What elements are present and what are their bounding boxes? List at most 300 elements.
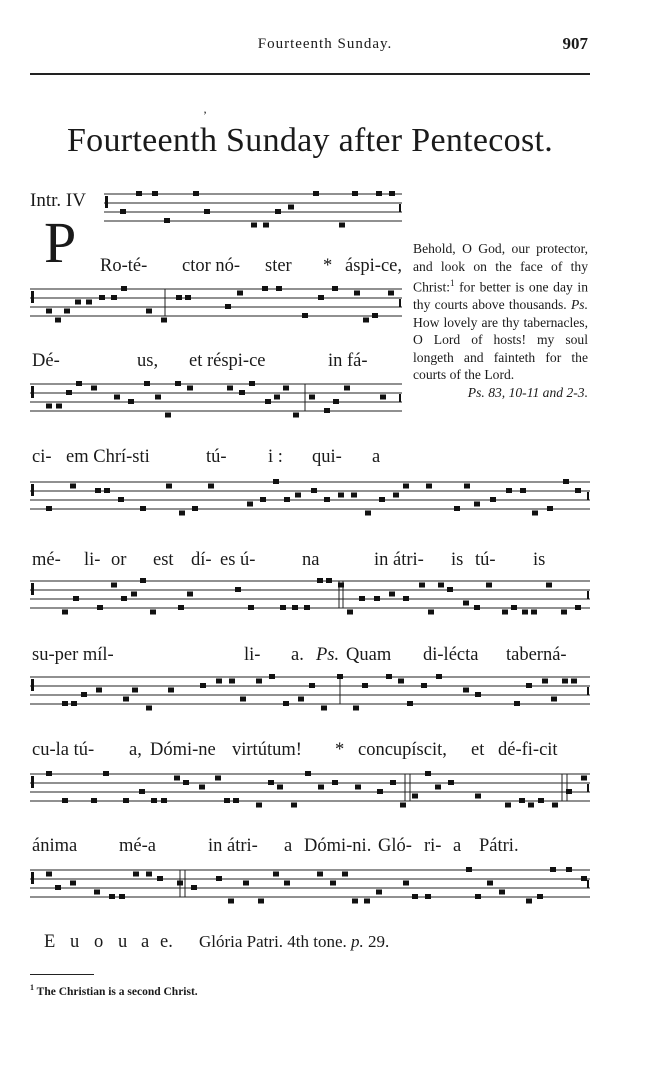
neume	[208, 484, 214, 489]
neume	[283, 701, 289, 706]
neume	[73, 596, 79, 601]
psalm-abbrev: Ps.	[571, 297, 588, 313]
neume	[353, 706, 359, 711]
neume	[522, 610, 528, 615]
neume	[407, 701, 413, 706]
neume	[338, 583, 344, 588]
neume	[70, 881, 76, 886]
neume	[291, 803, 297, 808]
syllable: mé-	[32, 550, 61, 570]
neume	[237, 291, 243, 296]
neume	[46, 506, 52, 511]
neume	[121, 596, 127, 601]
neume	[474, 502, 480, 507]
syllable: a	[141, 932, 150, 952]
neume	[542, 679, 548, 684]
neume	[123, 697, 129, 702]
neume	[295, 493, 301, 498]
translation-text: Behold, O God, our protector, and look on the face of thy Christ:	[413, 241, 588, 295]
gloria-page-number: 29.	[368, 932, 390, 951]
syllable: mé-a	[119, 836, 156, 856]
translation-text-2: for better is one day in thy courts above thousands.	[413, 279, 588, 313]
neume	[490, 497, 496, 502]
neume	[55, 318, 61, 323]
neume	[505, 803, 511, 808]
neume	[175, 381, 181, 386]
footnote-number: 1	[30, 983, 34, 992]
neume	[506, 488, 512, 493]
neume	[324, 408, 330, 413]
custos	[587, 880, 589, 888]
neume	[386, 674, 392, 679]
neume	[376, 191, 382, 196]
syllable: est	[153, 550, 174, 570]
neume	[324, 497, 330, 502]
neume	[120, 209, 126, 214]
neume	[91, 386, 97, 391]
custos	[399, 204, 401, 212]
syllable: a.	[291, 645, 304, 665]
syllable: is	[451, 550, 464, 570]
neume	[260, 497, 266, 502]
neume	[362, 683, 368, 688]
neume	[46, 872, 52, 877]
syllable: a	[453, 836, 462, 856]
neume	[155, 395, 161, 400]
neume	[128, 399, 134, 404]
neume	[229, 679, 235, 684]
neume	[111, 295, 117, 300]
footnote-rule	[30, 974, 94, 975]
neume	[70, 484, 76, 489]
neume	[235, 587, 241, 592]
neume	[372, 313, 378, 318]
syllable: Ro-té-	[100, 256, 148, 276]
neume	[311, 488, 317, 493]
footnote-text: The Christian is a second Christ.	[34, 985, 198, 998]
neume	[475, 794, 481, 799]
neume	[514, 701, 520, 706]
neume	[531, 610, 537, 615]
syllable: qui-	[312, 447, 342, 467]
neume	[140, 506, 146, 511]
syllable: in átri-	[374, 550, 424, 570]
neume	[273, 872, 279, 877]
syllable: taberná-	[506, 645, 567, 665]
custos	[587, 687, 589, 695]
neume	[347, 610, 353, 615]
neume	[363, 318, 369, 323]
neume	[86, 300, 92, 305]
translation	[413, 240, 588, 401]
neume	[428, 610, 434, 615]
syllable: a,	[129, 740, 142, 760]
syllable: di-lécta	[423, 645, 479, 665]
neume	[351, 493, 357, 498]
neume	[365, 511, 371, 516]
neume	[575, 488, 581, 493]
neume	[146, 309, 152, 314]
neume	[185, 295, 191, 300]
custos	[399, 299, 401, 307]
neume	[435, 785, 441, 790]
syllable: a	[284, 836, 293, 856]
neume	[292, 605, 298, 610]
neume	[552, 803, 558, 808]
syllable: es ú-	[220, 550, 256, 570]
neume	[146, 706, 152, 711]
neume	[243, 881, 249, 886]
neume	[519, 798, 525, 803]
neume	[46, 771, 52, 776]
neume	[55, 885, 61, 890]
neume	[438, 583, 444, 588]
gloria-page-abbrev: p.	[351, 932, 364, 951]
neume	[499, 890, 505, 895]
syllable: Pátri.	[479, 836, 519, 856]
clef	[31, 872, 34, 884]
gloria-text: Glória Patri. 4th tone.	[199, 932, 347, 951]
neume	[161, 318, 167, 323]
neume	[421, 683, 427, 688]
neume	[118, 497, 124, 502]
neume	[233, 798, 239, 803]
neume	[123, 798, 129, 803]
neume	[380, 395, 386, 400]
neume	[114, 395, 120, 400]
neume	[191, 885, 197, 890]
neume	[140, 578, 146, 583]
syllable: Quam	[346, 645, 392, 665]
syllable: li-	[244, 645, 261, 665]
neume	[225, 304, 231, 309]
clef	[105, 196, 108, 208]
syllable: a	[372, 447, 381, 467]
neume	[249, 381, 255, 386]
neume	[486, 583, 492, 588]
neume	[157, 876, 163, 881]
neume	[332, 286, 338, 291]
neume	[193, 191, 199, 196]
neume	[187, 592, 193, 597]
syllable: dé-fi-cit	[498, 740, 558, 760]
neume	[318, 295, 324, 300]
neume	[139, 789, 145, 794]
neume	[575, 605, 581, 610]
neume	[268, 780, 274, 785]
neume	[216, 679, 222, 684]
neume	[317, 578, 323, 583]
neume	[66, 390, 72, 395]
neume	[228, 899, 234, 904]
neume	[258, 899, 264, 904]
neume	[376, 890, 382, 895]
neume	[425, 894, 431, 899]
neume	[561, 610, 567, 615]
neume	[475, 692, 481, 697]
neume	[179, 511, 185, 516]
neume	[298, 697, 304, 702]
neume	[164, 218, 170, 223]
neume	[240, 697, 246, 702]
neume	[46, 404, 52, 409]
neume	[318, 785, 324, 790]
neume	[200, 683, 206, 688]
neume	[551, 697, 557, 702]
syllable: tú-	[475, 550, 496, 570]
neume	[136, 191, 142, 196]
neume	[256, 803, 262, 808]
neume	[390, 780, 396, 785]
neume	[224, 798, 230, 803]
footnote	[30, 983, 198, 998]
syllable: dí-	[191, 550, 212, 570]
neume	[333, 399, 339, 404]
neume	[581, 876, 587, 881]
neume	[284, 497, 290, 502]
neume	[256, 679, 262, 684]
custos	[399, 394, 401, 402]
neume	[97, 605, 103, 610]
syllable: Dé-	[32, 351, 60, 371]
neume	[352, 191, 358, 196]
drop-cap: P	[44, 210, 77, 275]
clef	[31, 583, 34, 595]
neume	[374, 596, 380, 601]
neume	[166, 484, 172, 489]
syllable: Dómi-ne	[150, 740, 216, 760]
syllable: in átri-	[208, 836, 258, 856]
neume	[284, 881, 290, 886]
neume	[502, 610, 508, 615]
neume	[342, 872, 348, 877]
neume	[263, 223, 269, 228]
neume	[379, 497, 385, 502]
neume	[464, 484, 470, 489]
syllable: u	[118, 932, 128, 952]
neume	[91, 798, 97, 803]
syllable: li-	[84, 550, 101, 570]
translation-text-3: How lovely are thy tabernacles, O Lord of hosts! my soul longeth and fainteth for the courts of the Lord.	[413, 314, 588, 383]
neume	[199, 785, 205, 790]
neume	[352, 899, 358, 904]
neume	[309, 683, 315, 688]
neume	[547, 506, 553, 511]
syllable: ri-	[424, 836, 442, 856]
neume	[64, 309, 70, 314]
neume	[338, 493, 344, 498]
syllable: Gló-	[378, 836, 412, 856]
page-number: 907	[562, 34, 588, 53]
neume	[537, 894, 543, 899]
neume	[403, 484, 409, 489]
custos	[587, 492, 589, 500]
neume	[511, 605, 517, 610]
neume	[474, 605, 480, 610]
syllable: Dómi-ni.	[304, 836, 372, 856]
neume	[109, 894, 115, 899]
neume	[309, 395, 315, 400]
neume	[104, 488, 110, 493]
neume	[251, 223, 257, 228]
syllable: E	[44, 932, 56, 952]
neume	[168, 688, 174, 693]
syllable: em Chrí-sti	[66, 447, 150, 467]
neume	[288, 205, 294, 210]
neume	[56, 404, 62, 409]
neume	[265, 399, 271, 404]
neume	[571, 679, 577, 684]
neume	[275, 209, 281, 214]
psalm-reference: Ps. 83, 10-11 and 2-3.	[467, 384, 588, 400]
neume	[269, 674, 275, 679]
neume	[132, 688, 138, 693]
neume	[326, 578, 332, 583]
neume	[178, 605, 184, 610]
neume	[344, 386, 350, 391]
neume	[276, 286, 282, 291]
clef	[31, 484, 34, 496]
neume	[111, 583, 117, 588]
page-title: Fourteenth Sunday after Pentecost.	[66, 122, 554, 159]
neume	[520, 488, 526, 493]
neume	[239, 390, 245, 395]
neume	[81, 692, 87, 697]
gloria-reference	[199, 932, 389, 952]
neume	[419, 583, 425, 588]
neume	[151, 798, 157, 803]
neume	[566, 867, 572, 872]
neume	[62, 701, 68, 706]
neume	[304, 605, 310, 610]
syllable: u	[70, 932, 80, 952]
neume	[317, 872, 323, 877]
syllable: ctor nó-	[182, 256, 241, 276]
neume	[526, 899, 532, 904]
neume	[302, 313, 308, 318]
neume	[177, 881, 183, 886]
syllable: is	[533, 550, 546, 570]
neume	[398, 679, 404, 684]
neume	[283, 386, 289, 391]
neume	[293, 413, 299, 418]
neume	[99, 295, 105, 300]
neume	[152, 191, 158, 196]
neume	[436, 674, 442, 679]
custos	[587, 784, 589, 792]
neume	[393, 493, 399, 498]
neume	[76, 381, 82, 386]
neume	[364, 899, 370, 904]
neume	[161, 798, 167, 803]
neume	[321, 706, 327, 711]
syllable: et réspi-ce	[189, 351, 266, 371]
syllable: ánima	[32, 836, 78, 856]
neume	[546, 583, 552, 588]
neume	[187, 386, 193, 391]
syllable: in fá-	[328, 351, 368, 371]
neume	[412, 794, 418, 799]
neume	[94, 890, 100, 895]
neume	[121, 286, 127, 291]
neume	[313, 191, 319, 196]
neume	[425, 771, 431, 776]
syllable: na	[302, 550, 320, 570]
footnote-marker: 1	[450, 278, 455, 288]
syllable: *	[335, 740, 345, 760]
neume	[403, 881, 409, 886]
neume	[248, 605, 254, 610]
printer-mark: ’	[203, 108, 207, 122]
neume	[526, 683, 532, 688]
neume	[119, 894, 125, 899]
introit-label: Intr. IV	[30, 190, 86, 211]
syllable: Ps.	[316, 645, 340, 665]
neume	[389, 191, 395, 196]
neume	[463, 688, 469, 693]
syllable: cu-la tú-	[32, 740, 95, 760]
neume	[550, 867, 556, 872]
neume	[566, 789, 572, 794]
clef	[31, 291, 34, 303]
custos	[587, 591, 589, 599]
neume	[247, 502, 253, 507]
neume	[62, 610, 68, 615]
neume	[183, 780, 189, 785]
neume	[274, 395, 280, 400]
syllable: et	[471, 740, 485, 760]
neume	[448, 780, 454, 785]
neume	[215, 776, 221, 781]
syllable: *	[323, 256, 333, 276]
neume	[388, 291, 394, 296]
neume	[71, 701, 77, 706]
neume	[581, 776, 587, 781]
neume	[563, 479, 569, 484]
clef	[31, 776, 34, 788]
neume	[412, 894, 418, 899]
neume	[131, 592, 137, 597]
neume	[454, 506, 460, 511]
syllable: o	[94, 932, 104, 952]
neume	[62, 798, 68, 803]
neume	[192, 506, 198, 511]
neume	[426, 484, 432, 489]
neume	[144, 381, 150, 386]
neume	[216, 876, 222, 881]
neume	[403, 596, 409, 601]
neume	[359, 596, 365, 601]
neume	[273, 479, 279, 484]
syllable: i :	[268, 447, 283, 467]
neume	[339, 223, 345, 228]
neume	[447, 587, 453, 592]
neume	[389, 592, 395, 597]
neume	[280, 605, 286, 610]
neume	[176, 295, 182, 300]
syllable: e.	[160, 932, 173, 952]
clef	[31, 386, 34, 398]
syllable: virtútum!	[232, 740, 302, 760]
neume	[538, 798, 544, 803]
neume	[174, 776, 180, 781]
neume	[332, 780, 338, 785]
neume	[400, 803, 406, 808]
neume	[532, 511, 538, 516]
syllable: concupíscit,	[358, 740, 447, 760]
neume	[204, 209, 210, 214]
neume	[103, 771, 109, 776]
